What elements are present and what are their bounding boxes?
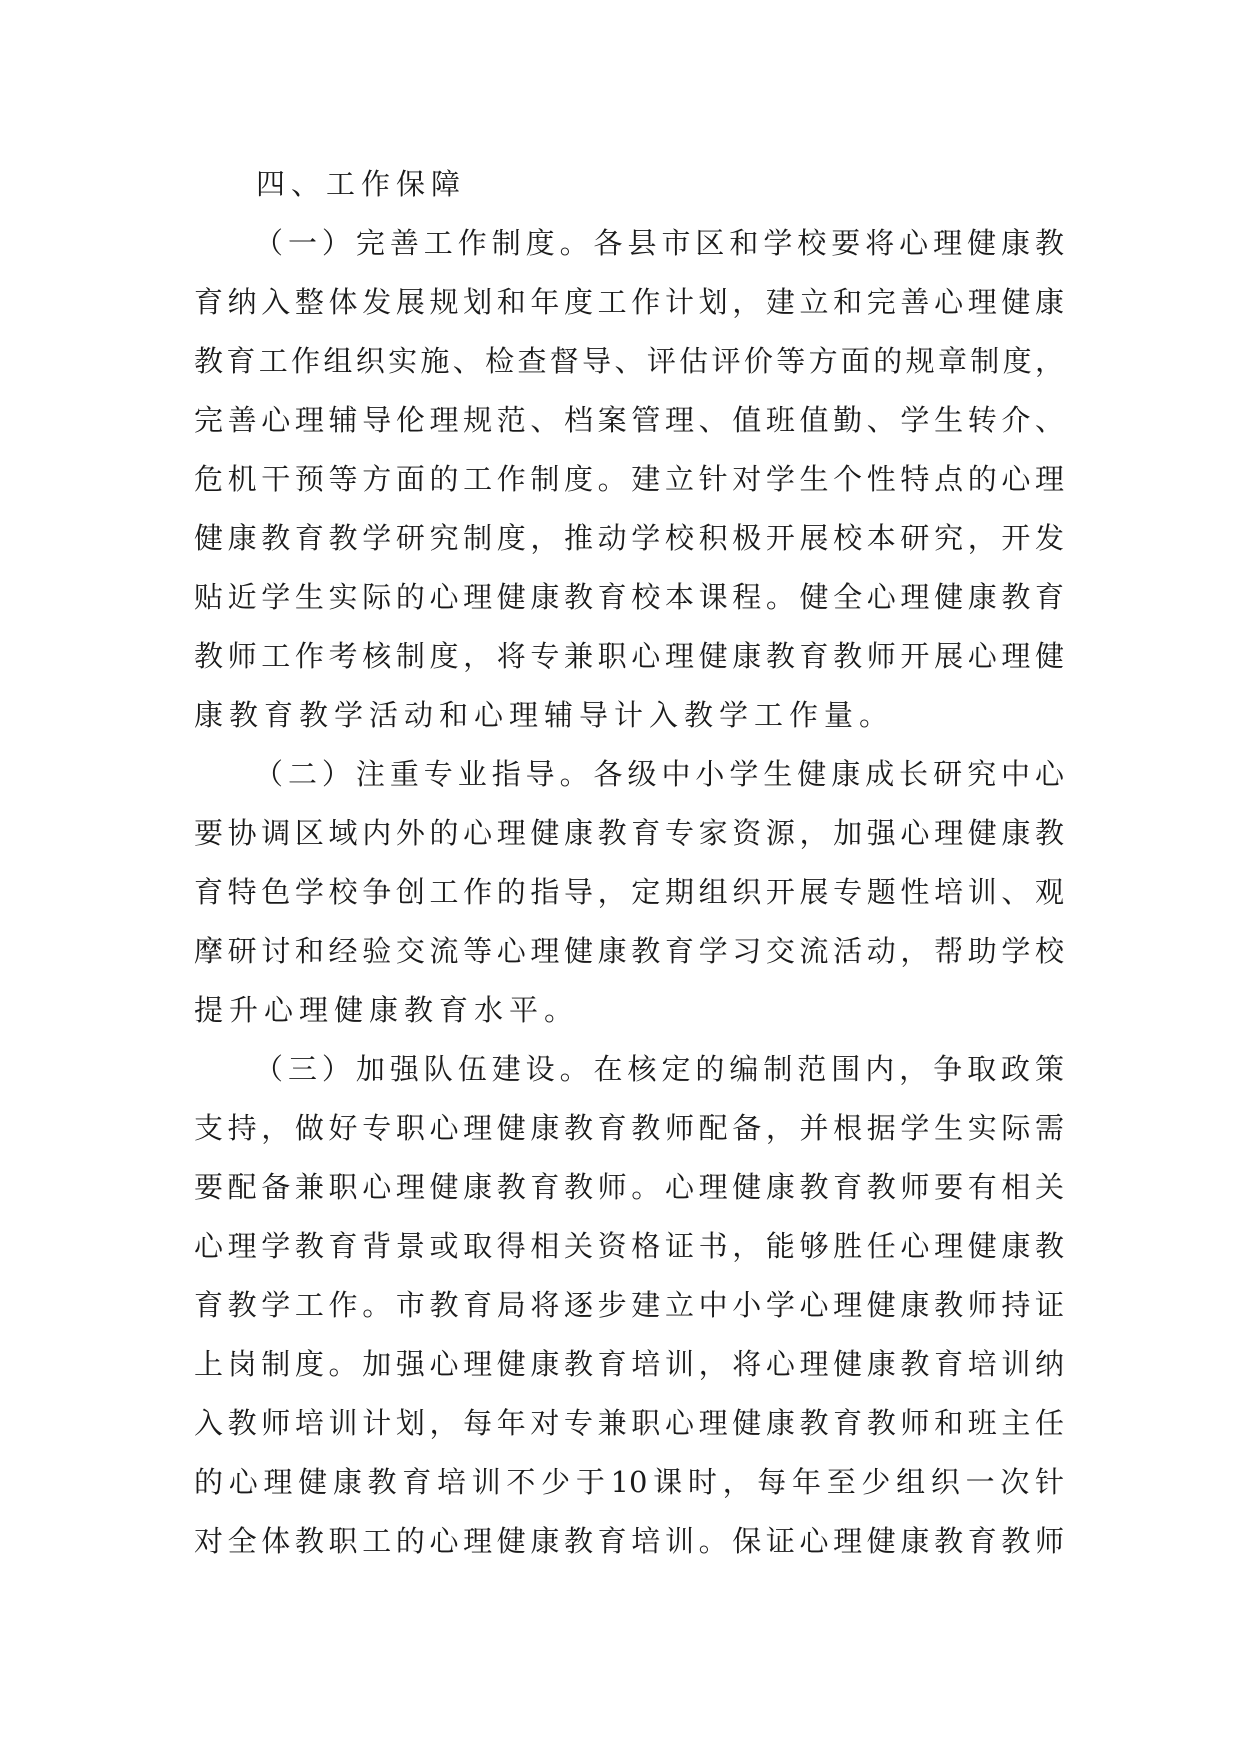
text-line: 育纳入整体发展规划和年度工作计划，建立和完善心理健康 [194, 285, 1064, 319]
text-line: 要协调区域内外的心理健康教育专家资源，加强心理健康教 [194, 816, 1064, 850]
text-line: 支持，做好专职心理健康教育教师配备，并根据学生实际需 [194, 1111, 1064, 1145]
text-line: 育特色学校争创工作的指导，定期组织开展专题性培训、观 [194, 875, 1064, 909]
text-line: 摩研讨和经验交流等心理健康教育学习交流活动，帮助学校 [194, 934, 1064, 968]
text-line: 危机干预等方面的工作制度。建立针对学生个性特点的心理 [194, 462, 1064, 496]
text-line: 康教育教学活动和心理辅导计入教学工作量。 [194, 698, 895, 732]
text-line: （一）完善工作制度。各县市区和学校要将心理健康教 [254, 226, 1064, 260]
text-line: 完善心理辅导伦理规范、档案管理、值班值勤、学生转介、 [194, 403, 1064, 437]
text-line: 心理学教育背景或取得相关资格证书，能够胜任心理健康教 [194, 1229, 1064, 1263]
text-line: 入教师培训计划，每年对专兼职心理健康教育教师和班主任 [194, 1406, 1064, 1440]
text-line: 教师工作考核制度，将专兼职心理健康教育教师开展心理健 [194, 639, 1064, 673]
paragraph-team-building [194, 1040, 1064, 1571]
text-line: 教育工作组织实施、检查督导、评估评价等方面的规章制度， [194, 344, 1064, 378]
text-line: 提升心理健康教育水平。 [194, 993, 580, 1027]
text-line: 贴近学生实际的心理健康教育校本课程。健全心理健康教育 [194, 580, 1064, 614]
document-body [194, 155, 1064, 1571]
text-line: 的心理健康教育培训不少于10课时，每年至少组织一次针 [194, 1465, 1064, 1499]
text-line: （二）注重专业指导。各级中小学生健康成长研究中心 [254, 757, 1064, 791]
text-line: 对全体教职工的心理健康教育培训。保证心理健康教育教师 [194, 1524, 1064, 1558]
text-line: 要配备兼职心理健康教育教师。心理健康教育教师要有相关 [194, 1170, 1064, 1204]
text-line: 健康教育教学研究制度，推动学校积极开展校本研究，开发 [194, 521, 1064, 555]
text-line: 育教学工作。市教育局将逐步建立中小学心理健康教师持证 [194, 1288, 1064, 1322]
text-line: （三）加强队伍建设。在核定的编制范围内，争取政策 [254, 1052, 1064, 1086]
paragraph-work-system [194, 214, 1064, 745]
text-line: 上岗制度。加强心理健康教育培训，将心理健康教育培训纳 [194, 1347, 1064, 1381]
paragraph-professional-guidance [194, 745, 1064, 1040]
section-heading: 四、工作保障 [256, 167, 467, 201]
